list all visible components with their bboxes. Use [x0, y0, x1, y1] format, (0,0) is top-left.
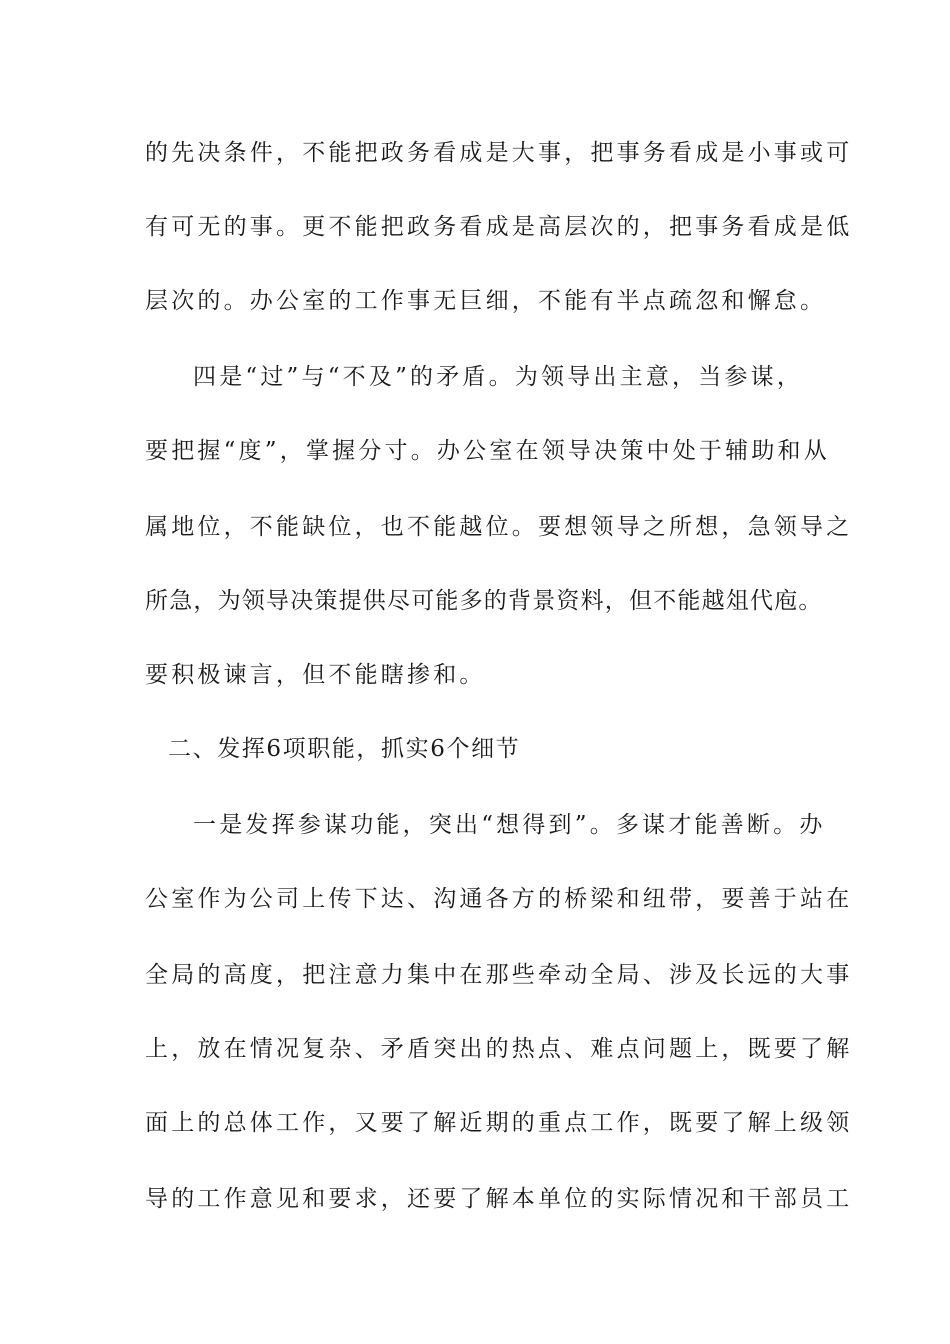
text-line: 有可无的事。更不能把政务看成是高层次的，把事务看成是低: [145, 214, 853, 240]
text-line: 层次的。办公室的工作事无巨细，不能有半点疏忽和懈怠。: [145, 288, 827, 314]
text-line: 要积极谏言，但不能瞎掺和。: [145, 662, 486, 688]
text-line: 导的工作意见和要求，还要了解本单位的实际情况和干部员工: [145, 1186, 853, 1212]
text-line: 的先决条件，不能把政务看成是大事，把事务看成是小事或可: [145, 140, 853, 166]
text-line: 公室作为公司上传下达、沟通各方的桥梁和纽带，要善于站在: [145, 886, 853, 912]
section-heading: 二、发挥6项职能，抓实6个细节: [168, 736, 521, 762]
paragraph-start-line: 四是“过”与“不及”的矛盾。为领导出主意，当参谋，: [193, 364, 804, 390]
paragraph-start-line: 一是发挥参谋功能，突出“想得到”。多谋才能善断。办: [193, 812, 826, 838]
text-line: 全局的高度，把注意力集中在那些牵动全局、涉及长远的大事: [145, 962, 853, 988]
text-line: 所急，为领导决策提供尽可能多的背景资料，但不能越俎代庖。: [145, 588, 823, 614]
text-line: 面上的总体工作，又要了解近期的重点工作，既要了解上级领: [145, 1110, 853, 1136]
text-line: 要把握“度”，掌握分寸。办公室在领导决策中处于辅助和从: [145, 438, 830, 464]
text-line: 属地位，不能缺位，也不能越位。要想领导之所想，急领导之: [145, 514, 853, 540]
text-line: 上，放在情况复杂、矛盾突出的热点、难点问题上，既要了解: [145, 1036, 853, 1062]
